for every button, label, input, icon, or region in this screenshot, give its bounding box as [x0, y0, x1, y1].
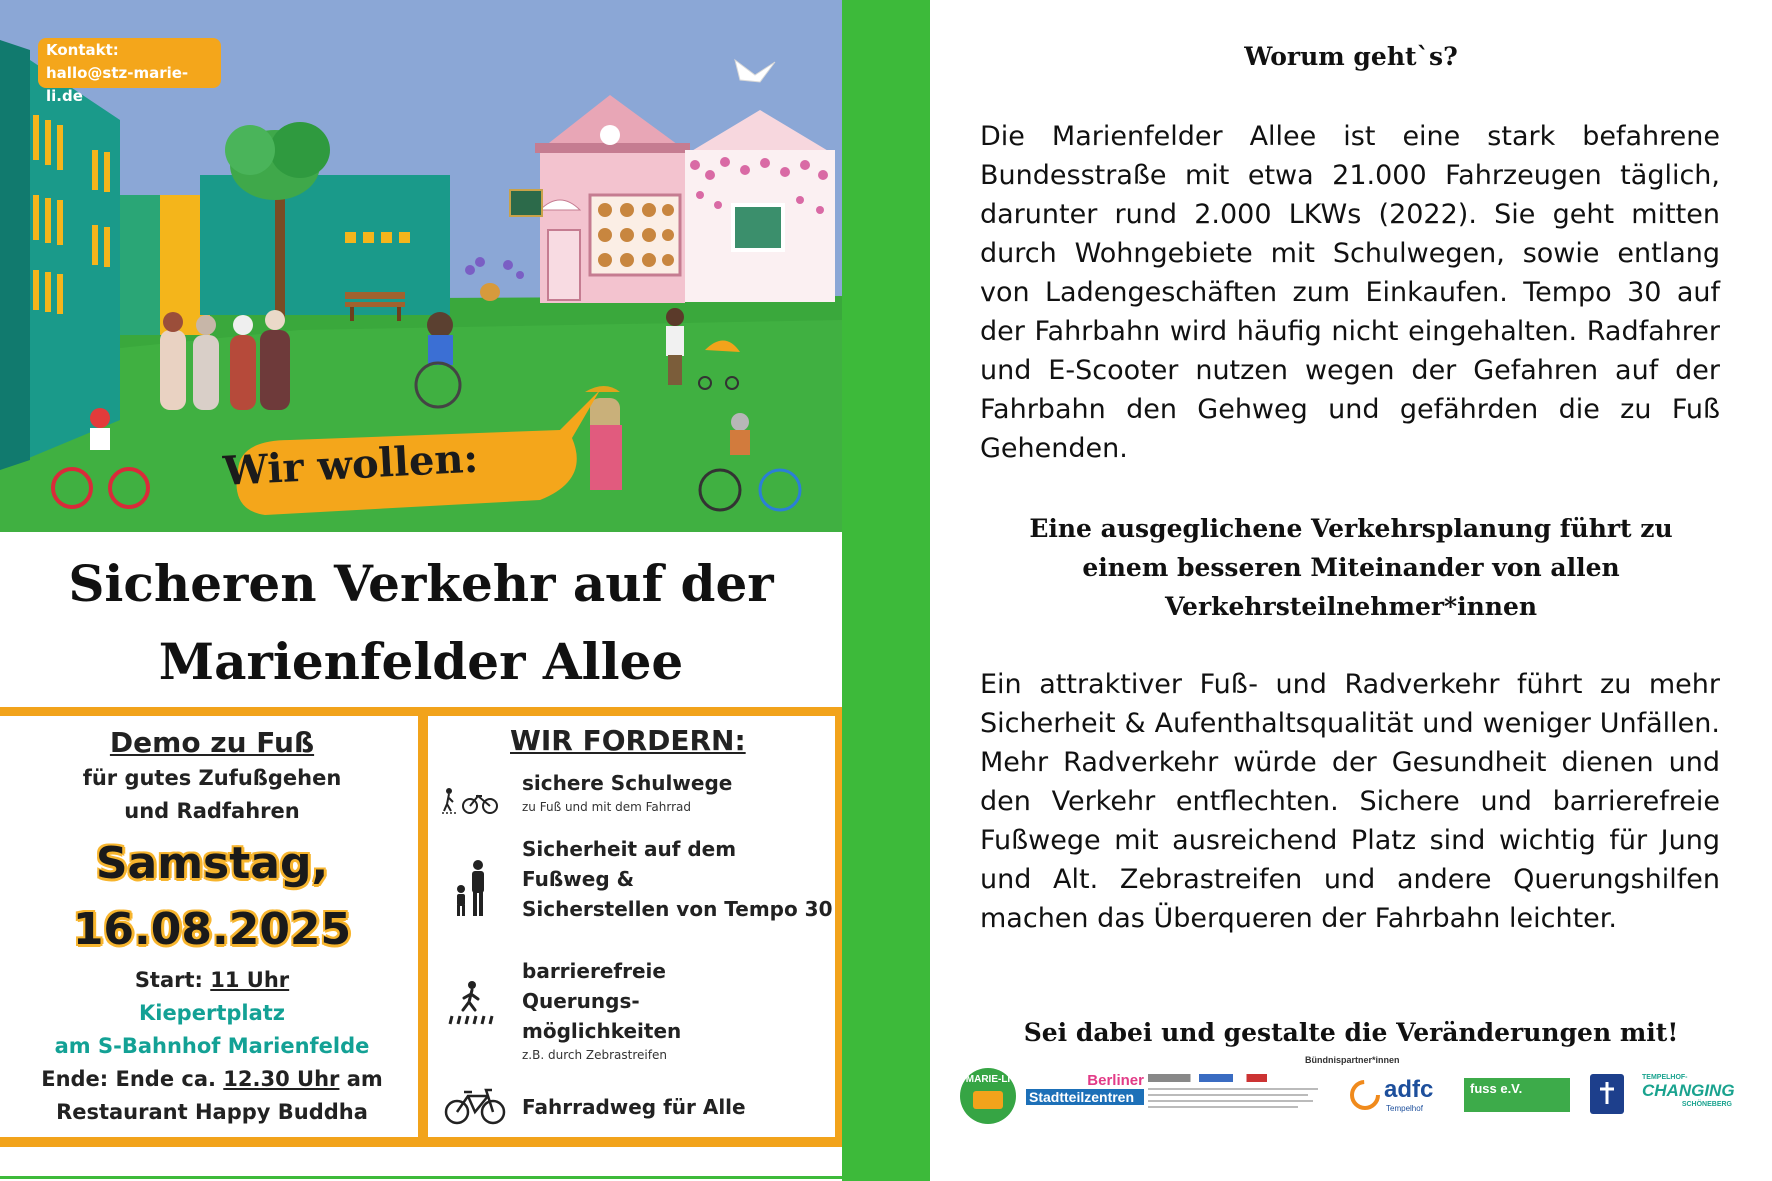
school-walk-bike-icon	[440, 786, 500, 816]
schoeneberg-text: SCHÖNEBERG	[1681, 1101, 1732, 1108]
adfc-text: adfc	[1384, 1076, 1434, 1103]
divider-stripe	[842, 0, 930, 1181]
bottom-green-line	[0, 1176, 842, 1179]
demo-place-1: Kiepertplatz	[138, 1001, 286, 1025]
subheading-line-1: Eine ausgeglichene Verkehrsplanung führt zu	[1029, 514, 1673, 543]
demand-2-line-2: Fußweg &	[522, 867, 635, 891]
marieli-logo-text: MARIE-LI	[965, 1074, 1011, 1085]
info-panel	[930, 0, 1772, 1181]
illustration-scene	[0, 0, 842, 532]
demand-3-line-2: Querungs-	[522, 989, 640, 1013]
demo-day: Samstag,	[95, 838, 329, 889]
demand-item-4	[522, 1092, 746, 1122]
cross-icon	[1590, 1074, 1624, 1114]
parent-child-icon	[452, 859, 492, 919]
title-line-1: Sicheren Verkehr auf der	[68, 554, 774, 613]
info-paragraph-2: Ein attraktiver Fuß- und Radverkehr führt zu mehr Sicherheit & Aufenthaltsqualität und weniger Unfällen. Mehr Radverkehr würde der Gesundheit dienen und den Verkehr entflechten. Sichere und barrierefreie Fußwege mit ausreichend Platz sind wichtig für Jung und Alt. Zebrastreifen und andere Querungshilfen machen das Überqueren der Fahrbahn leichter.	[980, 669, 1720, 934]
demand-2-line-3: Sicherstellen von Tempo 30	[522, 897, 833, 921]
call-to-action: Sei dabei und gestalte die Veränderungen mit!	[1023, 1018, 1679, 1047]
flyer-panel	[0, 0, 842, 1181]
church-logo	[1590, 1074, 1624, 1114]
start-label: Start:	[134, 968, 211, 992]
demand-item-2	[522, 834, 833, 924]
frame-right-bar	[835, 707, 842, 1147]
partners-label: Bündnispartner*innen	[1305, 1055, 1400, 1065]
marieli-logo	[960, 1068, 1016, 1124]
demo-title: Demo zu Fuß	[109, 726, 315, 759]
demo-end-place: Restaurant Happy Buddha	[56, 1100, 368, 1124]
subheading-line-2: einem besseren Miteinander von allen	[1082, 553, 1620, 582]
adfc-sub: Tempelhof	[1386, 1104, 1423, 1113]
frame-divider	[418, 707, 428, 1147]
sponsor-bar-logo	[1148, 1074, 1323, 1122]
stadtteilzentren-logo	[1026, 1072, 1144, 1112]
demand-1-text: sichere Schulwege	[522, 771, 733, 795]
info-heading: Worum geht`s?	[1244, 42, 1458, 71]
info-subheading	[930, 509, 1772, 626]
demand-4-text: Fahrradweg für Alle	[522, 1095, 746, 1119]
zebra-crossing-icon	[448, 980, 494, 1026]
subheading-line-3: Verkehrsteilnehmer*innen	[1164, 592, 1538, 621]
contact-label: Kontakt:	[46, 41, 119, 59]
end-suffix: am	[339, 1067, 383, 1091]
demo-end	[6, 1063, 418, 1096]
page-title	[0, 545, 842, 701]
bicycle-icon	[444, 1086, 506, 1126]
tempelhof-text: TEMPELHOF-	[1642, 1074, 1688, 1081]
adfc-logo	[1348, 1076, 1448, 1118]
fuss-text: fuss e.V.	[1470, 1081, 1523, 1096]
demo-sub-1: für gutes Zufußgehen	[82, 766, 342, 790]
demand-3-line-3: möglichkeiten	[522, 1019, 682, 1043]
frame-bottom-bar	[0, 1137, 842, 1147]
berliner-text: Berliner	[1087, 1072, 1144, 1089]
demo-sub-2: und Radfahren	[124, 799, 300, 823]
callout-text: Wir wollen:	[222, 434, 480, 495]
title-line-2: Marienfelder Allee	[158, 632, 684, 691]
demand-item-3	[522, 956, 681, 1064]
demo-start	[6, 964, 418, 997]
stadtteilzentren-text: Stadtteilzentren	[1026, 1089, 1144, 1105]
adfc-ring-icon	[1348, 1078, 1382, 1112]
end-label: Ende: Ende ca.	[41, 1067, 224, 1091]
demand-1-note: zu Fuß und mit dem Fahrrad	[522, 800, 692, 814]
demand-item-1	[522, 768, 732, 816]
demand-3-note: z.B. durch Zebrastreifen	[522, 1048, 667, 1062]
contact-email[interactable]: hallo@stz-marie-li.de	[46, 64, 189, 105]
start-time: 11 Uhr	[210, 968, 290, 992]
contact-badge	[38, 38, 221, 105]
end-time: 12.30 Uhr	[223, 1067, 340, 1091]
changing-text: CHANGING	[1642, 1081, 1735, 1100]
fuss-logo	[1464, 1078, 1570, 1112]
demo-place-2: am S-Bahnhof Marienfelde	[54, 1034, 370, 1058]
tempelhof-changing-logo	[1642, 1074, 1735, 1114]
demand-2-line-1: Sicherheit auf dem	[522, 837, 737, 861]
info-paragraph-1: Die Marienfelder Allee ist eine stark befahrene Bundesstraße mit etwa 21.000 Fahrzeugen täglich, darunter rund 2.000 LKWs (2022). Sie geht mitten durch Wohngebiete mit Schulwegen, sowie entlang von Ladengeschäften zum Einkaufen. Tempo 30 auf der Fahrbahn wird häufig nicht eingehalten. Radfahrer und E-Scooter nutzen wegen der Gefahren auf der Fahrbahn den Gehweg und gefährden die zu Fuß Gehenden.	[980, 121, 1720, 464]
demo-info	[6, 722, 418, 1129]
demand-3-line-1: barrierefreie	[522, 959, 666, 983]
demands-title: WIR FORDERN:	[510, 724, 746, 757]
demo-date: 16.08.2025	[72, 904, 352, 955]
